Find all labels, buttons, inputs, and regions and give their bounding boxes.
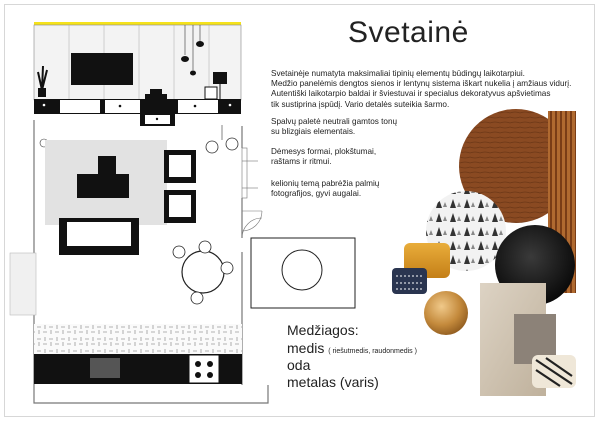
description-paragraph-1: Svetainėje numatyta maksimaliai tipinių elementų būdingų laikotarpiui. Medžio panelėmis dengtos sienos ir lentynų sistema iškart nukelia į amžiaus vidurį. Autentiški laikotarpio baldai ir šviestuvai ir specialus dekoratyvus apšvietimas tik sustiprina įspūdį. Vario detalės suteikia šarmo. [271,69,572,109]
description-paragraph-2: Spalvų paletė neutrali gamtos tonų su blizgiais elementais. [271,117,398,137]
wall-elevation [34,22,241,126]
description-paragraph-3: Dėmesys formai, plokštumai, raštams ir ritmui. [271,147,377,167]
material-metal: metalas (varis) [287,374,379,390]
material-wood-note: ( riešutmedis, raudonmedis ) [328,348,417,355]
materials-heading: Medžiagos: [287,322,359,338]
material-collage [392,109,576,396]
description-paragraph-4: kelionių temą pabrėžia palmių fotografijos, gyvi augalai. [271,179,380,199]
material-wood [287,340,417,356]
navy-cushion [392,268,427,294]
page-title: Svetainė [348,16,469,49]
material-leather: oda [287,357,311,373]
copper-swatch [424,291,468,335]
material-wood-label: medis [287,340,325,356]
